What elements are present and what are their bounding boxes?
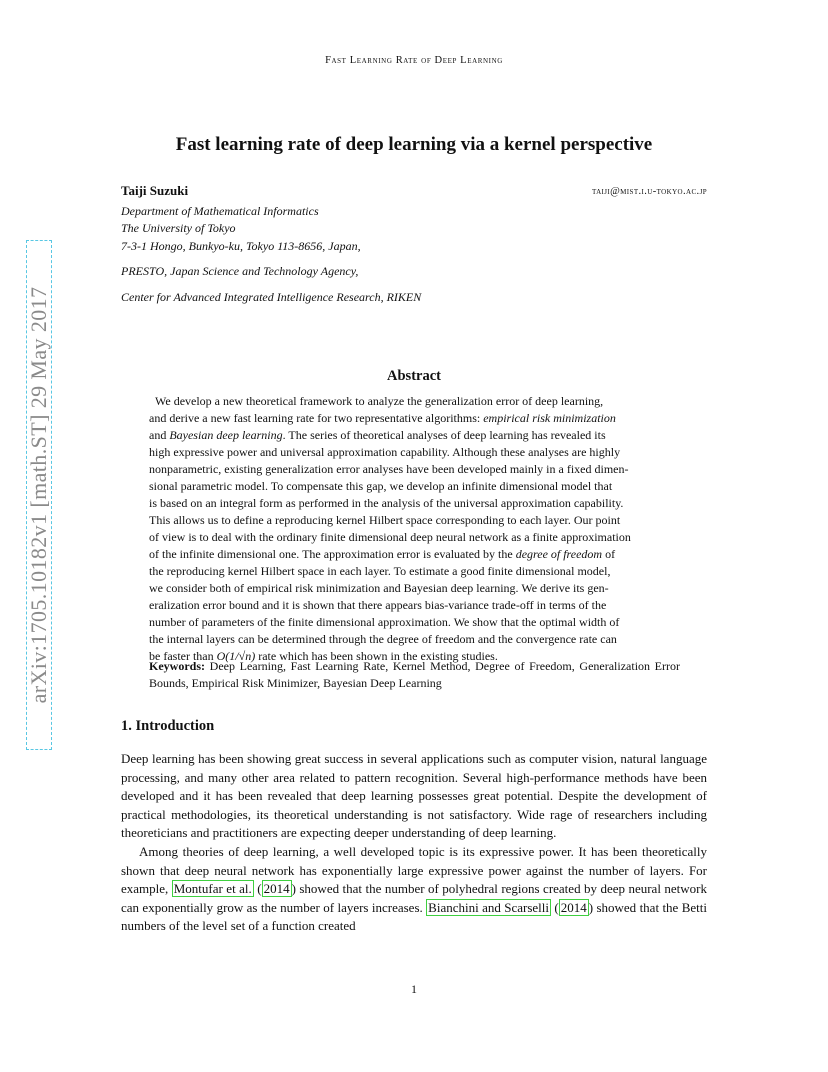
abstract-heading: Abstract bbox=[387, 368, 441, 384]
abstract-body bbox=[149, 393, 680, 665]
abstract-emphasis: degree of freedom bbox=[515, 547, 603, 561]
arxiv-stamp[interactable] bbox=[26, 240, 52, 750]
abstract-line: is based on an integral form as performed in the analysis of the universal approximation capability. bbox=[149, 496, 624, 510]
citation-year-link[interactable]: 2014 bbox=[560, 899, 587, 915]
abstract-text: of the infinite dimensional one. The approximation error is evaluated by the bbox=[149, 547, 516, 561]
paragraph: Deep learning has been showing great success in several applications such as computer vision, natural language processing, and many other area related to pattern recognition. Several high-performance methods have been developed and it has been revealed that deep learning possesses great potential. Despite the development of practical methodologies, its theoretical understanding is not satisfactory. Wide rage of researchers including theoreticians and practitioners are expecting deeper understanding of deep learning. bbox=[121, 751, 707, 841]
abstract-line: of view is to deal with the ordinary finite dimensional deep neural network as a finite approximation bbox=[149, 530, 631, 544]
abstract-line bbox=[149, 427, 680, 444]
paragraph-text: showed that the Betti numbers of the level set of a function created bbox=[121, 899, 707, 934]
keywords bbox=[149, 658, 680, 692]
citation-link[interactable]: Montufar et al. bbox=[173, 881, 252, 897]
running-header: Fast Learning Rate of Deep Learning bbox=[325, 55, 503, 66]
affiliation-address: 7-3-1 Hongo, Bunkyo-ku, Tokyo 113-8656, Japan, bbox=[121, 239, 361, 253]
arxiv-identifier: arXiv:1705.10182v1 [math.ST] 29 May 2017 bbox=[26, 286, 51, 704]
math-rate: O(1/√n) bbox=[216, 649, 256, 663]
paper-title: Fast learning rate of deep learning via a kernel perspective bbox=[175, 134, 653, 155]
keywords-label: Keywords: bbox=[149, 659, 205, 673]
paragraph-text: Among theories of deep learning, a well developed topic is its expressive power. It has been theoretically shown that deep neural network has exponentially large expressive power against the number of layers. For example, bbox=[121, 843, 707, 897]
affiliation-presto: PRESTO, Japan Science and Technology Agency, bbox=[121, 264, 359, 278]
abstract-line: number of parameters of the finite dimensional approximation. We show that the optimal width of bbox=[149, 615, 620, 629]
citation-year-link[interactable]: 2014 bbox=[263, 881, 290, 897]
abstract-line: eralization error bound and it is shown that there appears bias-variance trade-off in terms of the bbox=[149, 598, 607, 612]
abstract-text: rate which has been shown in the existing studies. bbox=[255, 649, 498, 663]
citation-paren: ) bbox=[588, 899, 594, 915]
abstract-line: sional parametric model. To compensate this gap, we develop an infinite dimensional model that bbox=[149, 479, 613, 493]
affiliation-department: Department of Mathematical Informatics bbox=[121, 204, 319, 218]
section-heading: 1. Introduction bbox=[121, 718, 215, 734]
abstract-emphasis: Bayesian deep learning bbox=[169, 428, 283, 442]
abstract-text: of bbox=[602, 547, 616, 561]
author-email[interactable]: taiji@mist.i.u-tokyo.ac.jp bbox=[591, 186, 707, 197]
abstract-text: and derive a new fast learning rate for two representative algorithms: bbox=[149, 411, 484, 425]
introduction-body bbox=[121, 750, 707, 936]
abstract-text: and bbox=[149, 428, 170, 442]
affiliation-university: The University of Tokyo bbox=[121, 221, 236, 235]
citation-paren: ( bbox=[551, 899, 559, 915]
abstract-line: high expressive power and universal approximation capability. Although these analyses are highly bbox=[149, 445, 621, 459]
abstract-line: the internal layers can be determined through the degree of freedom and the convergence rate can bbox=[149, 632, 617, 646]
keywords-text: Deep Learning, Fast Learning Rate, Kernel Method, Degree of Freedom, Generalization Error Bounds, Empirical Risk Minimizer, Bayesian Deep Learning bbox=[149, 659, 680, 690]
paragraph bbox=[121, 843, 707, 936]
citation-link[interactable]: Bianchini and Scarselli bbox=[428, 899, 550, 915]
abstract-line bbox=[149, 410, 680, 427]
abstract-text: be faster than bbox=[149, 649, 217, 663]
citation-paren: ( bbox=[253, 881, 262, 897]
abstract-line: We develop a new theoretical framework to analyze the generalization error of deep learning, bbox=[155, 394, 604, 408]
author-name: Taiji Suzuki bbox=[121, 183, 189, 198]
abstract-line: nonparametric, existing generalization error analyses have been developed mainly in a fixed dimen- bbox=[149, 462, 629, 476]
abstract-line bbox=[149, 546, 680, 563]
page-number: 1 bbox=[411, 982, 417, 996]
citation-paren: ) bbox=[291, 881, 296, 897]
abstract-line: the reproducing kernel Hilbert space in each layer. To estimate a good finite dimensional model, bbox=[149, 564, 611, 578]
abstract-line: we consider both of empirical risk minimization and Bayesian deep learning. We derive its gen- bbox=[149, 581, 609, 595]
abstract-text: . The series of theoretical analyses of deep learning has revealed its bbox=[282, 428, 606, 442]
abstract-line: This allows us to define a reproducing kernel Hilbert space corresponding to each layer. Our point bbox=[149, 513, 621, 527]
paragraph-text: showed that the number of polyhedral regions created by deep neural network can exponentially grow as the number of layers increases. bbox=[121, 881, 707, 915]
abstract-emphasis: empirical risk minimization bbox=[483, 411, 616, 425]
affiliation-riken: Center for Advanced Integrated Intelligence Research, RIKEN bbox=[121, 290, 422, 304]
